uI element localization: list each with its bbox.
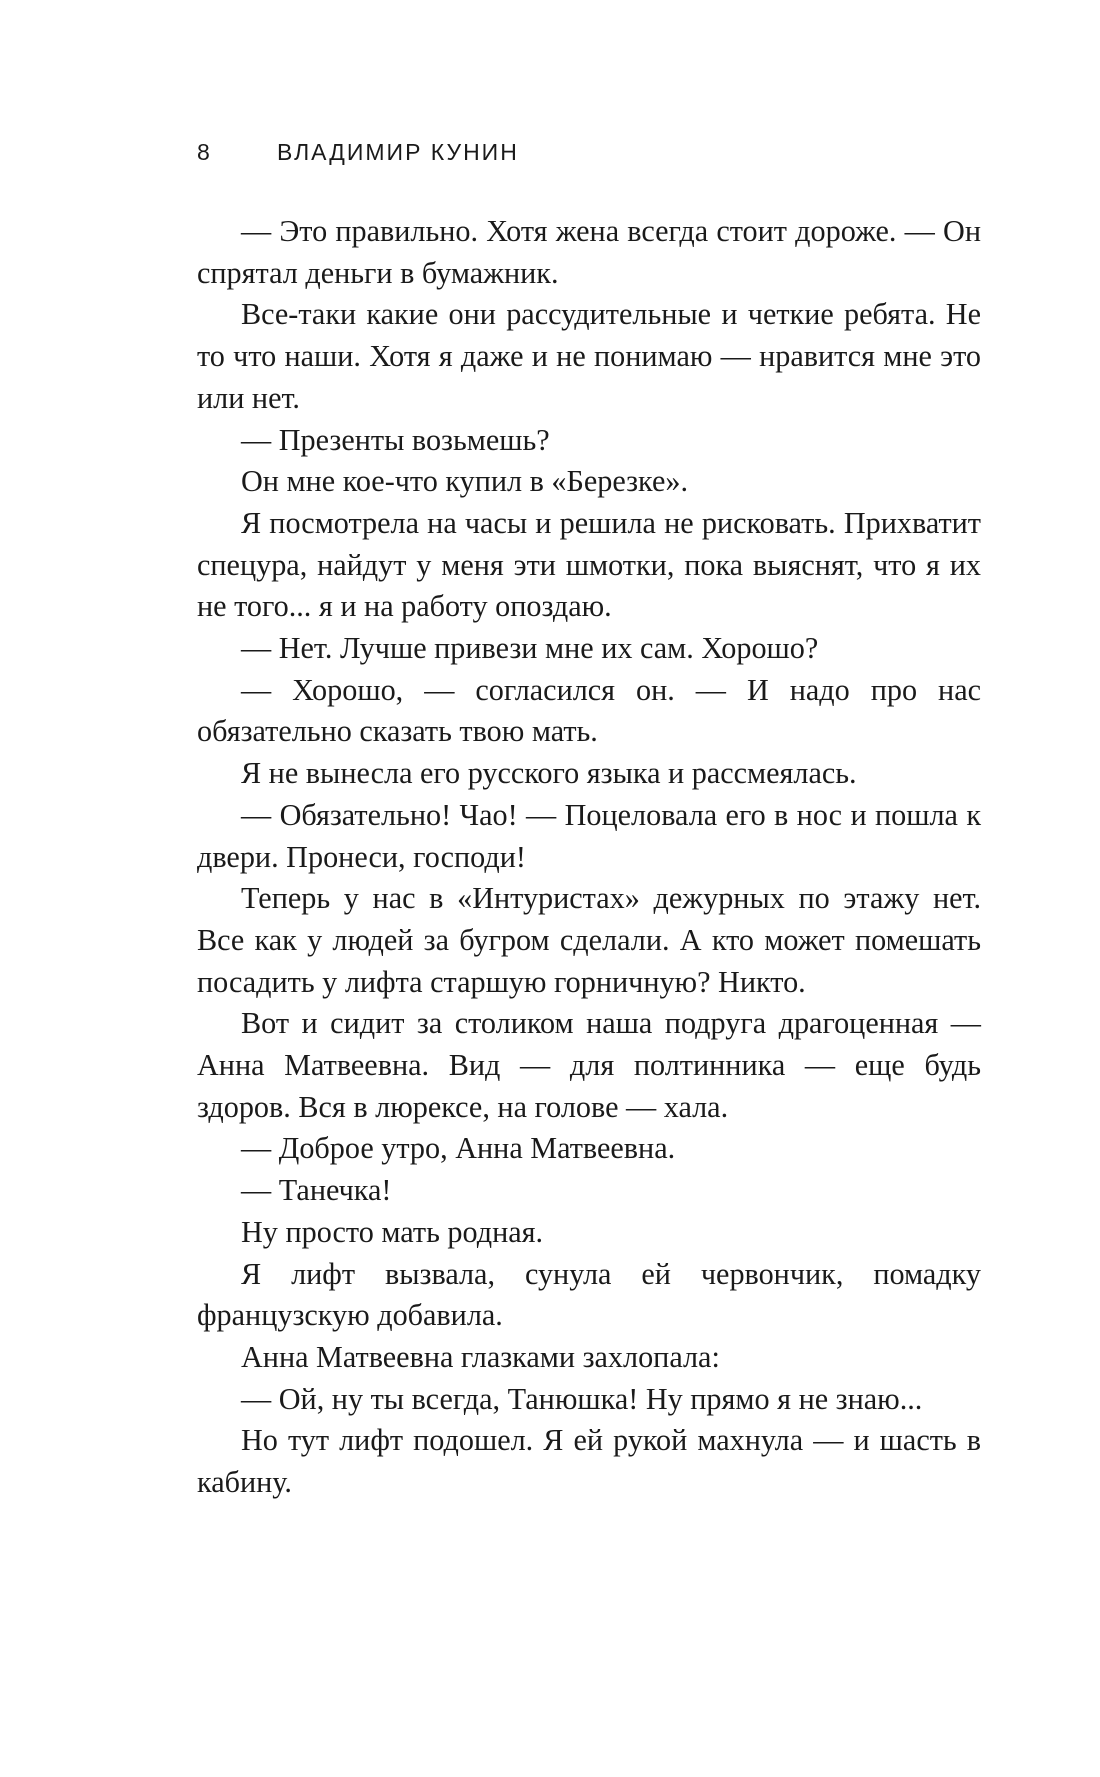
paragraph: Теперь у нас в «Интуристах» дежурных по этажу нет. Все как у людей за бугром сделали. А кто может помешать посадить у лифта старшую горничную? Никто. [197,881,981,999]
paragraph: — Хорошо, — согласился он. — И надо про нас обязательно сказать твою мать. [197,672,981,749]
paragraph: Я не вынесла его русского языка и рассмеялась. [241,756,857,791]
paragraph: — Обязательно! Чао! — Поцеловала его в нос и пошла к двери. Пронеси, господи! [197,797,981,874]
running-head [197,132,519,172]
paragraph: Анна Матвеевна глазками захлопала: [241,1339,720,1374]
paragraph: — Танечка! [241,1173,392,1208]
paragraph: — Нет. Лучше привези мне их сам. Хорошо? [241,631,819,666]
paragraph: — Доброе утро, Анна Матвеевна. [241,1131,676,1166]
paragraph: — Презенты возьмешь? [241,422,550,457]
paragraph: Но тут лифт подошел. Я ей рукой махнула — и шасть в кабину. [197,1423,981,1500]
paragraph: Все-таки какие они рассудительные и четкие ребята. Не то что наши. Хотя я даже и не понимаю — нравится мне это или нет. [197,297,981,415]
paragraph: — Ой, ну ты всегда, Танюшка! Ну прямо я не знаю... [241,1381,923,1416]
paragraph: Я лифт вызвала, сунула ей червончик, помадку французскую добавила. [197,1256,981,1333]
paragraph: — Это правильно. Хотя жена всегда стоит дороже. — Он спрятал деньги в бумажник. [197,214,981,290]
paragraph: Он мне кое-что купил в «Березке». [241,464,688,499]
paragraph: Ну просто мать родная. [241,1214,544,1249]
paragraph: Я посмотрела на часы и решила не рисковать. Прихватит спецура, найдут у меня эти шмотки, пока выяснят, что я их не того... я и на работу опоздаю. [197,505,981,624]
body-text [197,211,981,1504]
page-number: 8 [197,138,210,165]
author-name: ВЛАДИМИР КУНИН [277,138,519,165]
paragraph: Вот и сидит за столиком наша подруга драгоценная — Анна Матвеевна. Вид — для полтинника — еще будь здоров. Вся в люрексе, на голове — хала. [197,1006,981,1124]
